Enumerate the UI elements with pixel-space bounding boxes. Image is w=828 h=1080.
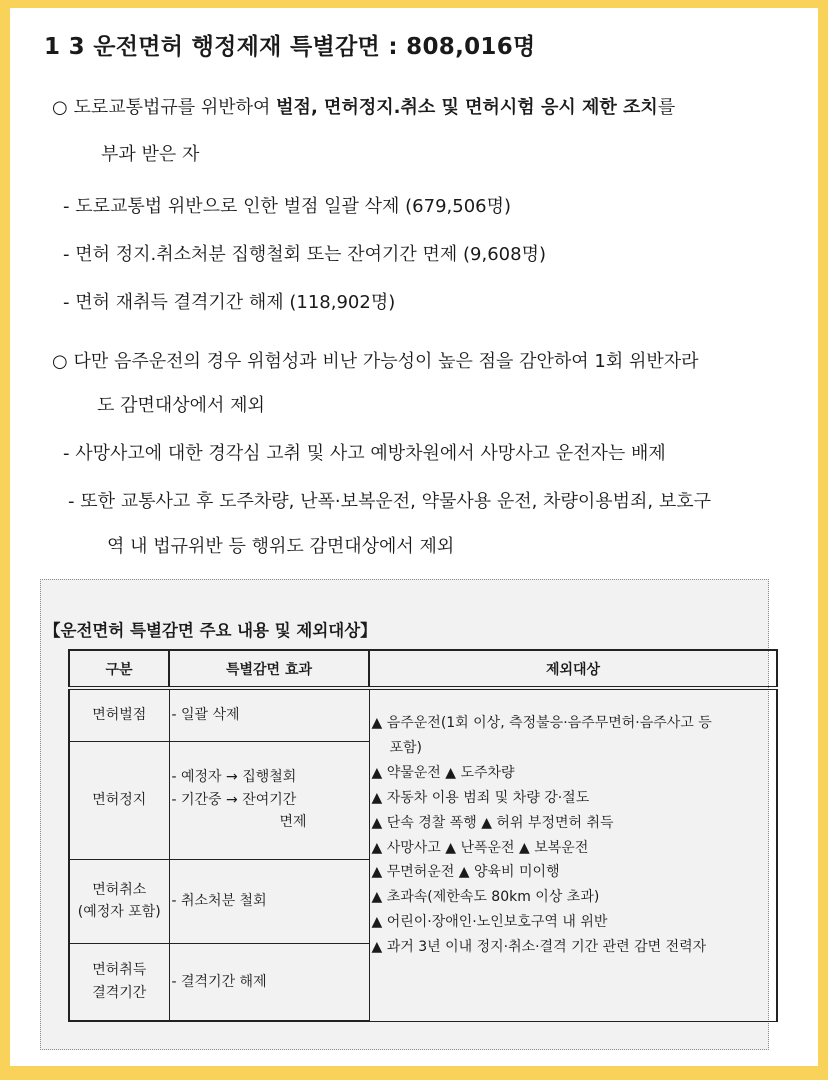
exclusion-item: ▲ 과거 3년 이내 정지·취소·결격 기간 관련 감면 전력자: [371, 939, 707, 956]
header-exclusions: 제외대상: [369, 650, 777, 688]
category-line: (예정자 포함): [77, 904, 161, 920]
category-line: 결격기간: [92, 984, 147, 1001]
exclusion-item: ▲ 무면허운전 ▲ 양육비 미이행: [371, 864, 560, 881]
header-category: 구분: [69, 650, 169, 688]
relief-table: [68, 649, 778, 1022]
exclusions-cell: [369, 688, 777, 1021]
section1-text-pre: 도로교통법규를 위반하여: [73, 97, 277, 118]
header-effect: 특별감면 효과: [169, 650, 369, 688]
effect-line: 면제: [279, 814, 307, 831]
exclusion-item: ▲ 단속 경찰 폭행 ▲ 허위 부정면허 취득: [371, 814, 614, 831]
exclusion-item: ▲ 어린이·장애인·노인보호구역 내 위반: [371, 914, 608, 931]
section1-item-2: - 면허 정지.취소처분 집행철회 또는 잔여기간 면제 (9,608명): [63, 244, 546, 265]
effect-cell: - 일괄 삭제: [169, 688, 369, 741]
page-title: 1 3 운전면허 행정제재 특별감면 : 808,016명: [44, 34, 536, 60]
section2-item-2-cont: 역 내 법규위반 등 행위도 감면대상에서 제외: [107, 536, 455, 557]
effect-cell: - 결격기간 해제: [169, 943, 369, 1021]
section1-bullet: ○: [52, 97, 68, 118]
section1-item-1: - 도로교통법 위반으로 인한 벌점 일괄 삭제 (679,506명): [63, 196, 512, 217]
section2-item-1: - 사망사고에 대한 경각심 고취 및 사고 예방차원에서 사망사고 운전자는 배제: [63, 443, 666, 464]
exclusion-item: ▲ 음주운전(1회 이상, 측정불응·음주무면허·음주사고 등: [371, 715, 712, 731]
category-cell: [69, 943, 169, 1021]
exclusion-item: ▲ 사망사고 ▲ 난폭운전 ▲ 보복운전: [371, 839, 589, 856]
exclusion-item: ▲ 초과속(제한속도 80km 이상 초과): [371, 889, 600, 906]
section2-text: 다만 음주운전의 경우 위험성과 비난 가능성이 높은 점을 감안하여 1회 위반자라: [73, 351, 699, 372]
category-cell: 면허정지: [69, 741, 169, 859]
section1-text-post: 를: [657, 97, 676, 118]
effect-line: - 기간중 → 잔여기간: [171, 791, 297, 808]
effect-cell: - 취소처분 철회: [169, 859, 369, 943]
table-caption: 【운전면허 특별감면 주요 내용 및 제외대상】: [44, 621, 377, 640]
category-cell: [69, 859, 169, 943]
table-header-row: [69, 650, 777, 688]
section2-item-2: - 또한 교통사고 후 도주차량, 난폭·보복운전, 약물사용 운전, 차량이용범죄, 보호구: [68, 491, 712, 512]
exclusion-item: ▲ 자동차 이용 범죄 및 차량 강·절도: [371, 789, 590, 806]
section1-line1: [52, 99, 675, 117]
effect-line: - 예정자 → 집행철회: [171, 769, 297, 786]
exclusion-item: ▲ 약물운전 ▲ 도주차량: [371, 764, 515, 781]
section2-line2: 도 감면대상에서 제외: [97, 395, 265, 416]
section2-line1: [52, 353, 699, 371]
section2-bullet: ○: [52, 351, 68, 372]
section1-line2: 부과 받은 자: [101, 144, 200, 165]
category-cell: 면허벌점: [69, 688, 169, 741]
exclusion-item-cont: 포함): [389, 739, 423, 756]
effect-cell: [169, 741, 369, 859]
table-row: [69, 688, 777, 741]
category-line: 면허취득: [92, 962, 147, 979]
category-line: 면허취소: [92, 881, 147, 898]
section1-text-bold: 벌점, 면허정지.취소 및 면허시험 응시 제한 조치: [276, 97, 658, 118]
section1-item-3: - 면허 재취득 결격기간 해제 (118,902명): [63, 292, 396, 313]
